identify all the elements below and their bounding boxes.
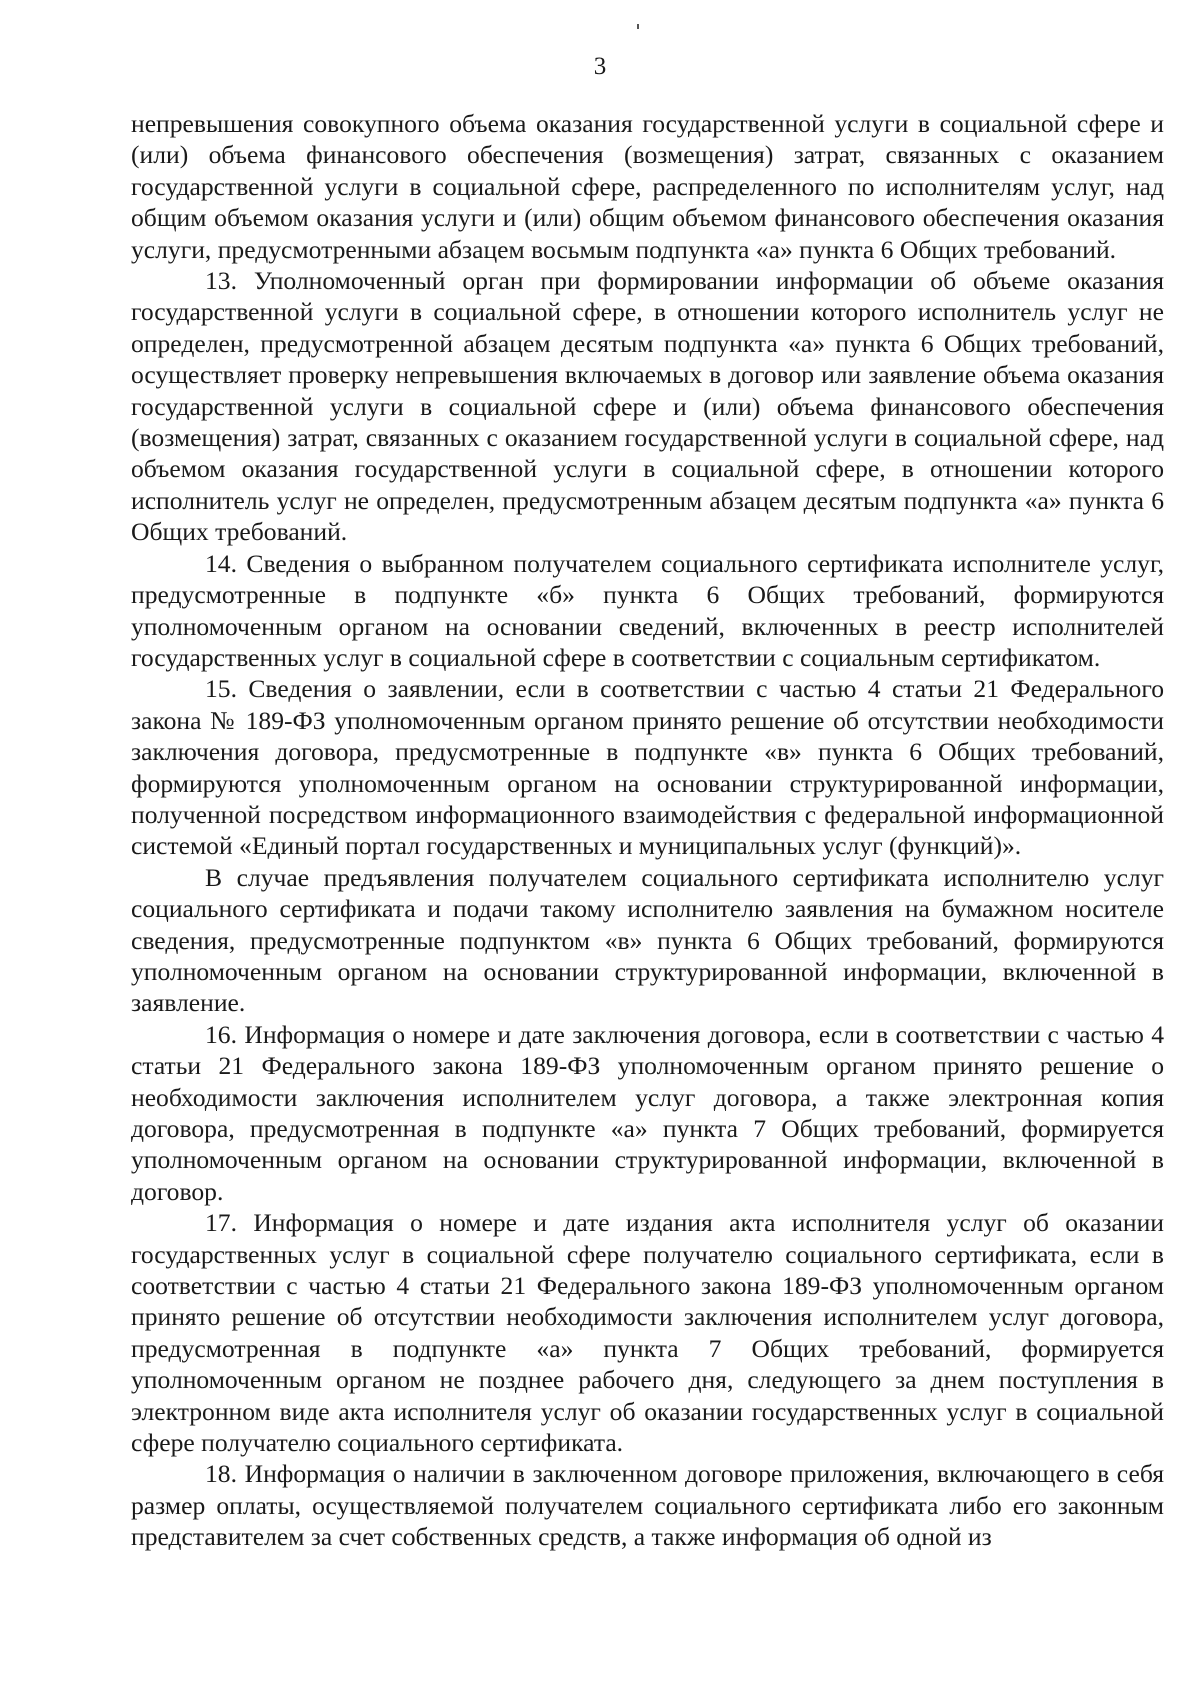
paragraph-15-part-2: В случае предъявления получателем социального сертификата исполнителю услуг социального сертификата и подачи такому исполнителю заявления на бумажном носителе сведения, предусмотренные подпунктом «в» пункта 6 Общих требований, формируются уполномоченным органом на основании структурированной информации, включенной в заявление. (131, 862, 1164, 1018)
scan-speck (637, 24, 639, 29)
paragraph-continuation: непревышения совокупного объема оказания государственной услуги в социальной сфере и (или) объема финансового обеспечения (возмещения) затрат, связанных с оказанием государственной услуги в социальной сфере, распределенного по исполнителям услуг, над общим объемом оказания услуги и (или) общим объемом финансового обеспечения оказания услуги, предусмотренными абзацем восьмым подпункта «а» пункта 6 Общих требований. (131, 109, 1164, 264)
paragraph-16: 16. Информация о номере и дате заключения договора, если в соответствии с частью 4 статьи 21 Федерального закона 189-ФЗ уполномоченным органом принято решение о необходимости заключения исполнителем услуг договора, а также электронная копия договора, предусмотренная в подпункте «а» пункта 7 Общих требований, формируется уполномоченным органом на основании структурированной информации, включенной в договор. (131, 1019, 1164, 1206)
document-body (131, 108, 1164, 1553)
paragraph-14: 14. Сведения о выбранном получателем социального сертификата исполнителе услуг, предусмотренные в подпункте «б» пункта 6 Общих требований, формируются уполномоченным органом на основании сведений, включенных в реестр исполнителей государственных услуг в социальной сфере в соответствии с социальным сертификатом. (131, 548, 1164, 672)
paragraph-13: 13. Уполномоченный орган при формировании информации об объеме оказания государственной услуги в социальной сфере, в отношении которого исполнитель услуг не определен, предусмотренной абзацем десятым подпункта «а» пункта 6 Общих требований, осуществляет проверку непревышения включаемых в договор или заявление объема оказания государственной услуги в социальной сфере и (или) объема финансового обеспечения (возмещения) затрат, связанных с оказанием государственной услуги в социальной сфере, над объемом оказания государственной услуги в социальной сфере, в отношении которого исполнитель услуг не определен, предусмотренным абзацем десятым подпункта «а» пункта 6 Общих требований. (131, 266, 1164, 547)
paragraph-15: 15. Сведения о заявлении, если в соответствии с частью 4 статьи 21 Федерального закона № 189-ФЗ уполномоченным органом принято решение об отсутствии необходимости заключения договора, предусмотренные в подпункте «в» пункта 6 Общих требований, формируются уполномоченным органом на основании структурированной информации, полученной посредством информационного взаимодействия с федеральной информационной системой «Единый портал государственных и муниципальных услуг (функций)». (131, 674, 1164, 861)
page-number: 3 (593, 53, 607, 80)
paragraph-17: 17. Информация о номере и дате издания акта исполнителя услуг об оказании государственных услуг в социальной сфере получателю социального сертификата, если в соответствии с частью 4 статьи 21 Федерального закона 189-ФЗ уполномоченным органом принято решение об отсутствии необходимости заключения исполнителем услуг договора, предусмотренная в подпункте «а» пункта 7 Общих требований, формируется уполномоченным органом не позднее рабочего дня, следующего за днем поступления в электронном виде акта исполнителя услуг об оказании государственных услуг в социальной сфере получателю социального сертификата. (131, 1208, 1164, 1458)
paragraph-18: 18. Информация о наличии в заключенном договоре приложения, включающего в себя размер оплаты, осуществляемой получателем социального сертификата либо его законным представителем за счет собственных средств, а также информация об одной из (131, 1459, 1164, 1552)
